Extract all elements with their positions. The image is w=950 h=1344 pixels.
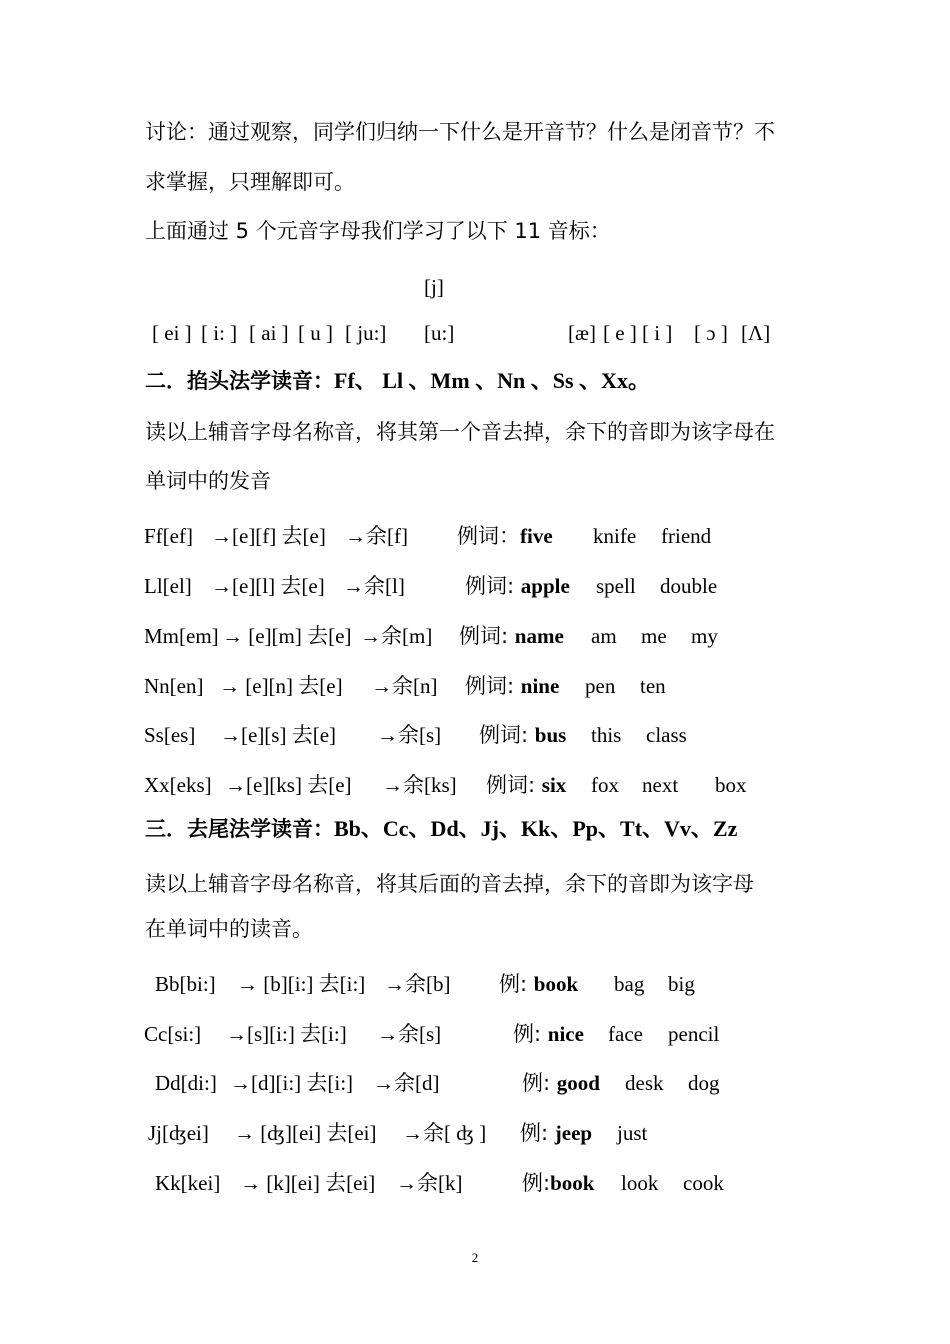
example-bold-word: apple — [520, 574, 570, 598]
row-letter: Jj[ʤei] — [148, 1121, 209, 1145]
example-word: ten — [640, 674, 666, 698]
example-word: pencil — [668, 1022, 720, 1046]
row-letter: Mm[em] — [144, 624, 219, 648]
row-letter: Ff[ef] — [144, 524, 193, 548]
row-step2: →余[b] — [384, 972, 451, 996]
row-step2: →余[ks] — [382, 773, 457, 797]
example-word: bag — [614, 972, 645, 996]
example-bold-word: bus — [534, 723, 567, 747]
row-example — [459, 621, 564, 651]
row-example — [465, 571, 570, 601]
example-word: dog — [688, 1071, 720, 1095]
phonetic-symbol: [ ɔ ] — [694, 321, 728, 345]
row-step1: →[d][i:] 去[i:] — [230, 1071, 354, 1095]
example-word: am — [591, 624, 617, 648]
example-word: me — [641, 624, 667, 648]
example-bold-word: name — [514, 624, 564, 648]
phonetic-symbol: [ u ] — [298, 321, 333, 345]
phonetic-symbol: [æ] — [568, 321, 596, 345]
row-step2: →余[s] — [377, 1022, 442, 1046]
example-label: 例: — [513, 1022, 548, 1046]
example-word: face — [608, 1022, 643, 1046]
row-step1: → [e][n] 去[e] — [219, 674, 343, 698]
row-step2: →余[s] — [377, 723, 442, 747]
phonetic-symbol: [ e ] — [603, 321, 637, 345]
section3-heading-letters: Bb、Cc、Dd、Jj、Kk、Pp、Tt、Vv、Zz — [334, 816, 738, 841]
example-word: this — [591, 723, 622, 747]
example-word: cook — [683, 1171, 724, 1195]
row-example — [465, 671, 559, 701]
summary-line: 上面通过 5 个元音字母我们学习了以下 11 音标： — [145, 219, 611, 243]
example-label: 例词: — [459, 624, 515, 648]
row-letter: Kk[kei] — [155, 1171, 221, 1195]
row-letter: Ss[es] — [144, 723, 196, 747]
example-word: box — [715, 773, 747, 797]
row-step2: →余[k] — [396, 1171, 463, 1195]
example-bold-word: nine — [520, 674, 560, 698]
row-example — [522, 1068, 600, 1098]
example-bold-word: good — [556, 1071, 600, 1095]
row-letter: Xx[eks] — [144, 773, 212, 797]
example-word: next — [642, 773, 679, 797]
example-bold-word: nice — [547, 1022, 584, 1046]
example-label: 例: — [520, 1121, 555, 1145]
phonetic-symbol: [Λ] — [741, 321, 771, 345]
row-step1: → [e][m] 去[e] — [222, 624, 352, 648]
example-word: double — [660, 574, 718, 598]
row-example — [513, 1019, 584, 1049]
example-word: spell — [596, 574, 636, 598]
section3-desc-line-1: 读以上辅音字母名称音，将其后面的音去掉，余下的音即为该字母 — [145, 872, 754, 896]
example-label: 例: — [522, 1071, 557, 1095]
row-letter: Ll[el] — [144, 574, 192, 598]
section2-desc-line-1: 读以上辅音字母名称音，将其第一个音去掉，余下的音即为该字母在 — [145, 420, 775, 444]
phonetic-symbol: [ i: ] — [201, 321, 238, 345]
example-word: big — [668, 972, 695, 996]
example-word: desk — [625, 1071, 664, 1095]
section2-desc-line-2: 单词中的发音 — [145, 469, 271, 493]
row-step1: → [ʤ][ei] 去[ei] — [234, 1121, 377, 1145]
example-label: 例词： — [457, 524, 520, 548]
row-example — [522, 1168, 594, 1198]
example-word: friend — [661, 524, 712, 548]
example-word: look — [621, 1171, 659, 1195]
example-word: fox — [591, 773, 619, 797]
example-label: 例: — [499, 972, 534, 996]
row-letter: Bb[bi:] — [155, 972, 216, 996]
row-example — [457, 521, 553, 551]
phonetic-symbol: [ ei ] — [152, 321, 192, 345]
row-letter: Nn[en] — [144, 674, 204, 698]
row-step1: → [k][ei] 去[ei] — [240, 1171, 376, 1195]
example-bold-word: jeep — [554, 1121, 593, 1145]
phonetic-symbol: [u:] — [424, 321, 455, 345]
row-step2: →余[l] — [343, 574, 405, 598]
section2-heading-letters: Ff、 Ll 、Mm 、Nn 、Ss 、Xx。 — [334, 368, 650, 393]
example-label: 例词: — [465, 574, 521, 598]
phonetic-top: [j] — [424, 275, 444, 299]
example-label: 例词: — [486, 773, 542, 797]
row-step1: → [b][i:] 去[i:] — [237, 972, 366, 996]
example-bold-word: book — [533, 972, 579, 996]
example-bold-word: five — [520, 524, 553, 548]
row-example — [520, 1118, 592, 1148]
row-step2: →余[n] — [371, 674, 438, 698]
row-step2: →余[m] — [360, 624, 433, 648]
row-step1: →[e][l] 去[e] — [211, 574, 325, 598]
row-letter: Cc[si:] — [144, 1022, 202, 1046]
discussion-line-2: 求掌握，只理解即可。 — [145, 170, 355, 194]
example-word: knife — [593, 524, 637, 548]
section3-heading — [145, 814, 737, 844]
section3-heading-cn: 三．去尾法学读音： — [145, 817, 334, 841]
row-letter: Dd[di:] — [155, 1071, 217, 1095]
example-word: my — [691, 624, 718, 648]
phonetic-symbol: [ i ] — [642, 321, 673, 345]
example-label: 例: — [522, 1171, 551, 1195]
row-step1: →[e][f] 去[e] — [211, 524, 326, 548]
section2-heading-cn: 二．掐头法学读音： — [145, 369, 334, 393]
example-bold-word: book — [550, 1171, 595, 1195]
phonetic-symbol: [ ai ] — [249, 321, 289, 345]
page-number: 2 — [471, 1250, 479, 1265]
row-step2: →余[d] — [373, 1071, 440, 1095]
example-word: class — [646, 723, 687, 747]
example-bold-word: six — [541, 773, 567, 797]
example-label: 例词: — [479, 723, 535, 747]
example-label: 例词: — [465, 674, 521, 698]
row-step2: →余[ ʤ ] — [402, 1121, 487, 1145]
row-step1: →[e][ks] 去[e] — [225, 773, 352, 797]
section3-desc-line-2: 在单词中的读音。 — [145, 917, 313, 941]
section2-heading — [145, 366, 650, 396]
discussion-line-1: 讨论：通过观察，同学们归纳一下什么是开音节？什么是闭音节？不 — [145, 120, 775, 144]
row-example — [499, 969, 578, 999]
row-example — [479, 720, 566, 750]
row-step1: →[e][s] 去[e] — [220, 723, 337, 747]
row-step2: →余[f] — [345, 524, 408, 548]
phonetic-symbol: [ ju:] — [345, 321, 387, 345]
example-word: just — [617, 1121, 648, 1145]
row-step1: →[s][i:] 去[i:] — [226, 1022, 347, 1046]
row-example — [486, 770, 566, 800]
example-word: pen — [585, 674, 616, 698]
